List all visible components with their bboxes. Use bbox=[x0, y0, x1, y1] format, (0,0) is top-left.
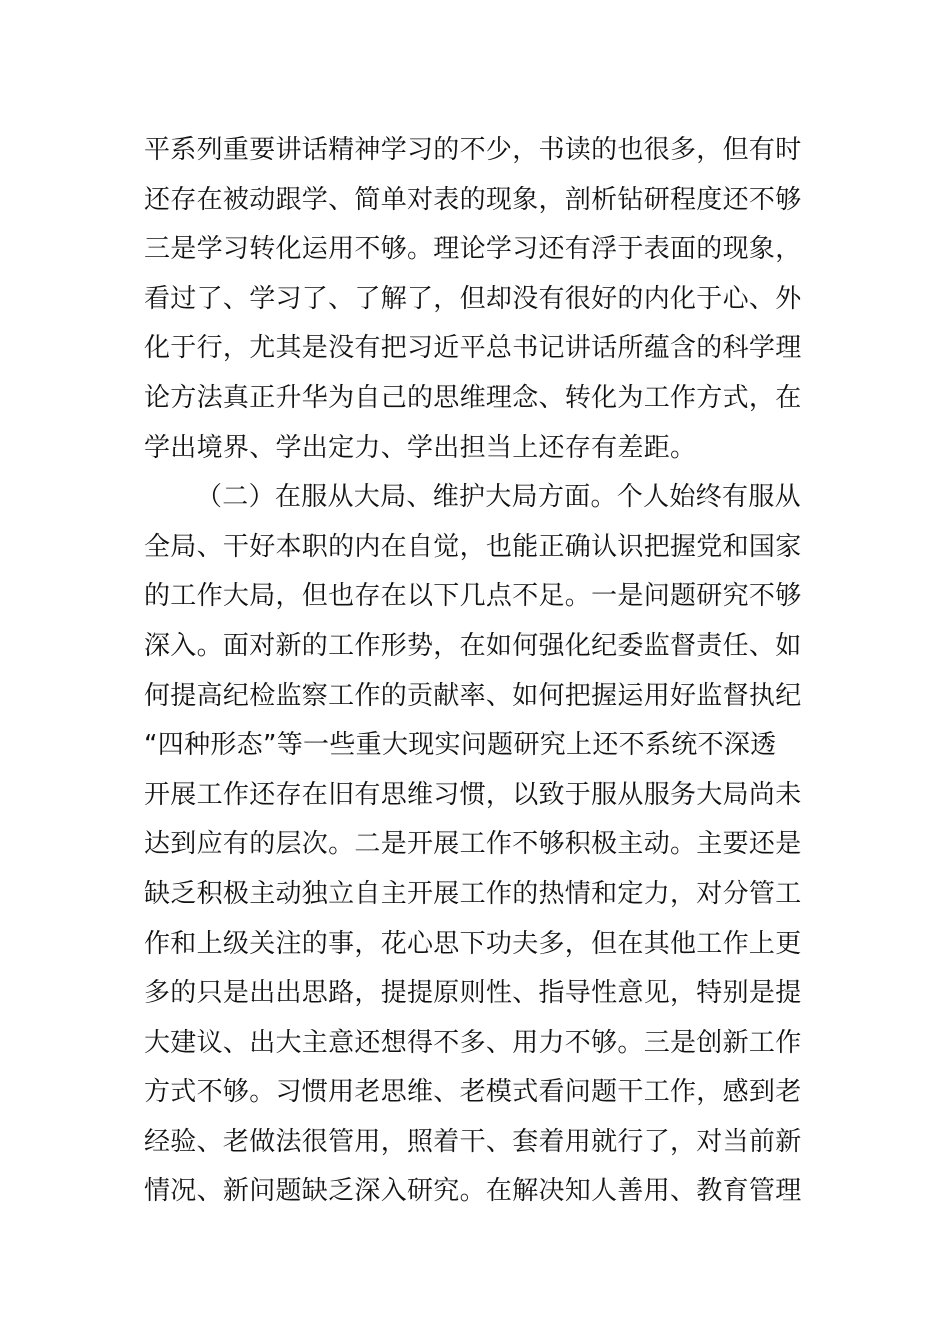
text-line: 学出境界、学出定力、学出担当上还存有差距。 bbox=[144, 432, 697, 463]
text-line: 多的只是出出思路，提提原则性、指导性意见，特别是提 bbox=[144, 978, 802, 1009]
text-line: 大建议、出大主意还想得不多、用力不够。三是创新工作 bbox=[144, 1027, 802, 1058]
text-line: 作和上级关注的事，花心思下功夫多，但在其他工作上更 bbox=[144, 928, 802, 959]
text-line: 论方法真正升华为自己的思维理念、转化为工作方式，在 bbox=[144, 382, 802, 413]
text-line: “四种形态”等一些重大现实问题研究上还不系统不深透 bbox=[144, 730, 777, 761]
text-line: 经验、老做法很管用，照着干、套着用就行了，对当前新 bbox=[144, 1126, 802, 1157]
text-line: 平系列重要讲话精神学习的不少，书读的也很多，但有时 bbox=[144, 135, 802, 165]
text-line: 深入。面对新的工作形势，在如何强化纪委监督责任、如 bbox=[144, 630, 802, 661]
text-line: 情况、新问题缺乏深入研究。在解决知人善用、教育管理 bbox=[144, 1176, 802, 1207]
text-line: 达到应有的层次。二是开展工作不够积极主动。主要还是 bbox=[144, 829, 802, 860]
text-line: 全局、干好本职的内在自觉，也能正确认识把握党和国家 bbox=[144, 531, 802, 562]
section-heading-line: （二）在服从大局、维护大局方面。个人始终有服从 bbox=[196, 482, 801, 513]
text-line: 看过了、学习了、了解了，但却没有很好的内化于心、外 bbox=[144, 283, 802, 314]
text-line: 缺乏积极主动独立自主开展工作的热情和定力，对分管工 bbox=[144, 878, 802, 909]
text-line: 还存在被动跟学、简单对表的现象，剖析钻研程度还不够 bbox=[144, 184, 802, 215]
text-line: 的工作大局，但也存在以下几点不足。一是问题研究不够 bbox=[144, 581, 802, 612]
text-line: 方式不够。习惯用老思维、老模式看问题干工作，感到老 bbox=[144, 1077, 802, 1108]
text-line: 三是学习转化运用不够。理论学习还有浮于表面的现象， bbox=[144, 234, 802, 265]
body-text bbox=[144, 126, 808, 1217]
text-line: 开展工作还存在旧有思维习惯，以致于服从服务大局尚未 bbox=[144, 779, 802, 810]
text-line: 何提高纪检监察工作的贡献率、如何把握运用好监督执纪 bbox=[144, 680, 802, 711]
text-line: 化于行，尤其是没有把习近平总书记讲话所蕴含的科学理 bbox=[144, 333, 802, 364]
